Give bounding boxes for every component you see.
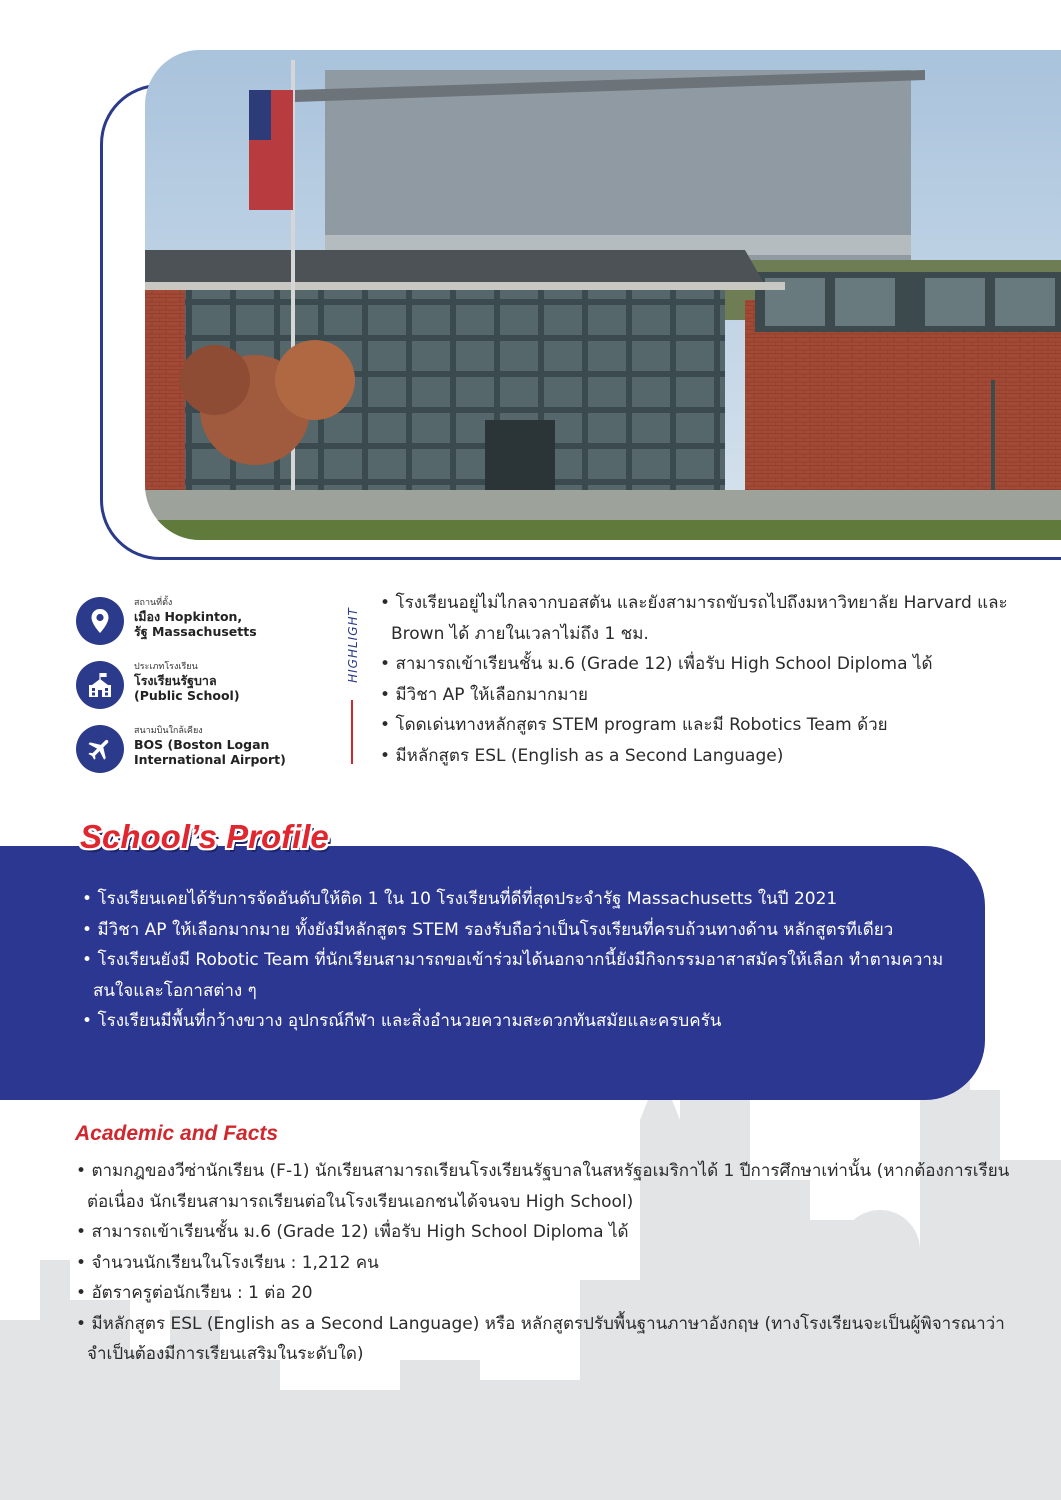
- info-location-value-1: เมือง Hopkinton,: [134, 609, 243, 624]
- list-item: • มีวิชา AP ให้เลือกมากมาย ทั้งยังมีหลักสูตร STEM รองรับถือว่าเป็นโรงเรียนที่ครบถ้วนทางด้าน หลักสูตรทีเดียว: [82, 915, 962, 946]
- list-item: • สามารถเข้าเรียนชั้น ม.6 (Grade 12) เพื่อรับ High School Diploma ได้: [380, 649, 1020, 680]
- list-item: • จำนวนนักเรียนในโรงเรียน : 1,212 คน: [76, 1248, 1016, 1279]
- school-building-icon: [76, 661, 124, 709]
- info-airport-value-1: BOS (Boston Logan: [134, 737, 270, 752]
- location-pin-icon: [76, 597, 124, 645]
- highlight-divider: [351, 700, 353, 764]
- info-school-type-label: ประเภทโรงเรียน: [134, 662, 198, 672]
- info-airport-value-2: International Airport): [134, 752, 286, 767]
- school-building-photo: [145, 50, 1061, 540]
- info-school-type: [76, 661, 336, 713]
- info-location-label: สถานที่ตั้ง: [134, 598, 173, 608]
- info-airport-label: สนามบินใกล้เคียง: [134, 726, 203, 736]
- profile-title: School’s Profile: [80, 818, 329, 855]
- academic-list: [76, 1156, 1016, 1370]
- highlight-list: [380, 588, 1020, 771]
- info-school-type-value-1: โรงเรียนรัฐบาล: [134, 673, 217, 688]
- airplane-icon: [76, 725, 124, 773]
- list-item: • อัตราครูต่อนักเรียน : 1 ต่อ 20: [76, 1278, 1016, 1309]
- list-item: • ตามกฎของวีซ่านักเรียน (F-1) นักเรียนสามารถเรียนโรงเรียนรัฐบาลในสหรัฐอเมริกาได้ 1 ปีการศึกษาเท่านั้น (หากต้องการเรียนต่อเนื่อง นักเรียนสามารถเรียนต่อในโรงเรียนเอกชนได้จนจบ High School): [76, 1156, 1016, 1217]
- list-item: • มีหลักสูตร ESL (English as a Second Language) หรือ หลักสูตรปรับพื้นฐานภาษาอังกฤษ (ทางโรงเรียนจะเป็นผู้พิจารณาว่าจำเป็นต้องมีการเรียนเสริมในระดับใด): [76, 1309, 1016, 1370]
- list-item: • มีวิชา AP ให้เลือกมากมาย: [380, 680, 1020, 711]
- list-item: • โดดเด่นทางหลักสูตร STEM program และมี Robotics Team ด้วย: [380, 710, 1020, 741]
- list-item: • โรงเรียนยังมี Robotic Team ที่นักเรียนสามารถขอเข้าร่วมได้นอกจากนี้ยังมีกิจกรรมอาสาสมัครให้เลือก ทำตามความสนใจและโอกาสต่าง ๆ: [82, 945, 962, 1006]
- info-airport: [76, 725, 336, 777]
- profile-list: [82, 884, 962, 1037]
- list-item: • โรงเรียนมีพื้นที่กว้างขวาง อุปกรณ์กีฬา และสิ่งอำนวยความสะดวกทันสมัยและครบครัน: [82, 1006, 962, 1037]
- info-school-type-value-2: (Public School): [134, 688, 240, 703]
- info-location-value-2: รัฐ Massachusetts: [134, 624, 257, 639]
- highlight-label: HIGHLIGHT: [346, 607, 361, 683]
- academic-title: Academic and Facts: [75, 1122, 279, 1145]
- list-item: • สามารถเข้าเรียนชั้น ม.6 (Grade 12) เพื่อรับ High School Diploma ได้: [76, 1217, 1016, 1248]
- list-item: • โรงเรียนอยู่ไม่ไกลจากบอสตัน และยังสามารถขับรถไปถึงมหาวิทยาลัย Harvard และ Brown ได้ ภายในเวลาไม่ถึง 1 ชม.: [380, 588, 1020, 649]
- info-location: [76, 597, 336, 649]
- list-item: • มีหลักสูตร ESL (English as a Second Language): [380, 741, 1020, 772]
- list-item: • โรงเรียนเคยได้รับการจัดอันดับให้ติด 1 ใน 10 โรงเรียนที่ดีที่สุดประจำรัฐ Massachusetts ในปี 2021: [82, 884, 962, 915]
